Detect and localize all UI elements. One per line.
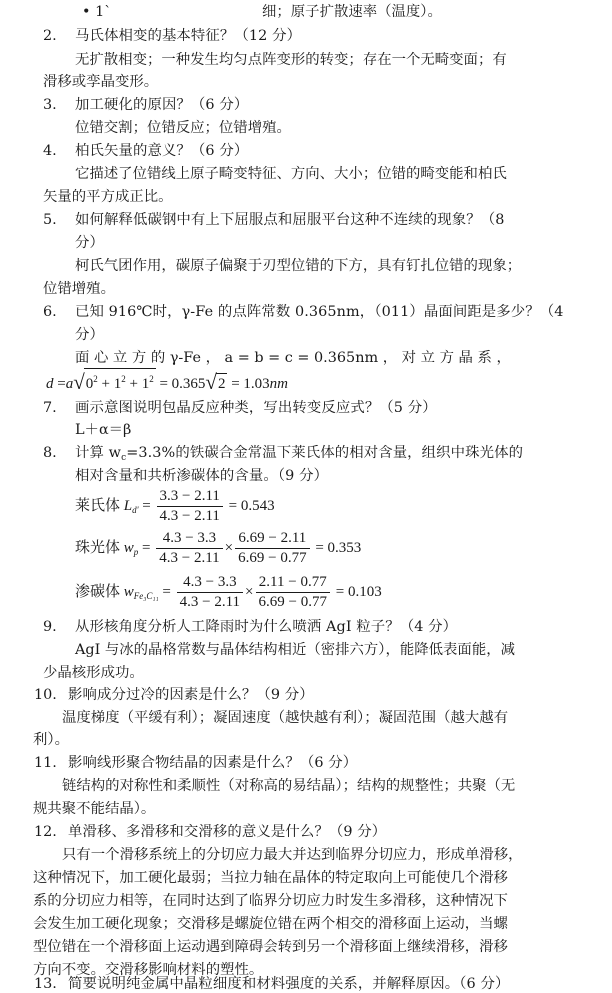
frac-num: 4.3 − 3.3 (177, 574, 243, 593)
top-line-text: 细；原子扩散速率（温度）。 (262, 4, 442, 20)
exp-3: 2 (149, 374, 154, 384)
q7-answer: L＋α＝β (75, 422, 132, 438)
q9-answer-line-2: 少晶核形成功。 (43, 665, 144, 681)
q10-question: 影响成分过冷的因素是什么？（9 分） (68, 687, 314, 703)
q6-formula-root2: 2 (216, 373, 228, 392)
frac-den: 4.3 − 2.11 (159, 508, 220, 524)
q10-number: 10. (34, 687, 57, 703)
pearlite-fraction-2 (235, 530, 309, 567)
sqrt-icon: √ (73, 370, 85, 394)
q6-formula-eq: = (57, 376, 66, 392)
q5-question-line-2: 分） (75, 235, 104, 251)
ledeburite-sub: d' (132, 504, 139, 515)
bullet-marker: • 1` (82, 4, 112, 20)
q9-number: 9. (43, 619, 57, 635)
q11-number: 11. (34, 755, 57, 771)
q3-answer: 位错交割；位错反应；位错增殖。 (75, 120, 291, 136)
q10-answer-line-2: 利）。 (33, 732, 69, 748)
q11-answer-line-2: 规共聚不能结晶）。 (33, 801, 156, 817)
q10-answer-line-1: 温度梯度（平缓有利）；凝固速度（越快越有利）；凝固范围（越大越有 (62, 710, 509, 726)
frac-den: 4.3 − 2.11 (159, 550, 220, 566)
q5-question-line-1: 如何解释低碳钢中有上下屈服点和屈服平台这种不连续的现象？（8 (75, 212, 505, 228)
frac-num: 4.3 − 3.3 (156, 530, 222, 549)
q6-formula-rhs: = 1.03 (231, 376, 270, 392)
q12-answer-line-6: 方向不变。交滑移影响材料的塑性。 (33, 962, 264, 978)
ledeburite-result: = 0.543 (228, 497, 275, 514)
q5-number: 5. (43, 212, 57, 228)
q12-answer-line-1: 只有一个滑移系统上的分切应力最大并达到临界分切应力，形成单滑移， (62, 847, 523, 863)
q4-answer-line-1: 它描述了位错线上原子畸变特征、方向、大小；位错的畸变能和柏氏 (75, 166, 507, 182)
radicand-one-a: 1 (113, 376, 122, 392)
q2-number: 2. (43, 28, 57, 44)
q4-question: 柏氏矢量的意义？（6 分） (75, 143, 249, 159)
frac-num: 3.3 − 2.11 (157, 488, 223, 507)
ledeburite-formula: 莱氏体 $L_{d'}$ = $\frac{3.3 - 2.11}{4.3 - 2.11}$ = 0.543 (75, 488, 275, 524)
q4-number: 4. (43, 143, 57, 159)
q8-w: 计算 w (75, 445, 122, 461)
q6-formula-unit: nm (269, 376, 288, 392)
cementite-sub: Fe₃C₁₁ (133, 590, 159, 601)
pearlite-symbol: w (123, 539, 134, 556)
q6-formula-lhs: d (46, 376, 54, 392)
pearlite-fraction-1 (156, 530, 222, 567)
cementite-formula: 渗碳体 $w_{Fe_3C_{11}}$ = $\frac{4.3 - 3.3}{4.3 - 2.11}$ × $\frac{2.11 - 0.77}{6.69 - 0.77}$ = 0.103 (75, 574, 382, 610)
q5-answer-line-2: 位错增殖。 (43, 281, 115, 297)
q5-answer-line-1: 柯氏气团作用，碳原子偏聚于刃型位错的下方，具有钉扎位错的现象； (75, 258, 522, 274)
q6-formula-a: a (65, 376, 74, 392)
plus-1: + (101, 376, 110, 392)
frac-num: 6.69 − 2.11 (235, 530, 309, 549)
frac-den: 6.69 − 0.77 (238, 550, 307, 566)
q7-number: 7. (43, 400, 57, 416)
q12-answer-line-3: 系的分切应力相等，在同时达到了临界分切应力时发生多滑移，这种情况下 (33, 893, 508, 909)
q13-question: 简要说明纯金属中晶粒细度和材料强度的关系，并解释原因。（6 分） (68, 976, 510, 992)
pearlite-sub: p (133, 546, 139, 557)
sqrt-icon-2: √ (205, 370, 217, 394)
q6-formula (46, 368, 288, 393)
pearlite-result: = 0.353 (315, 539, 362, 556)
exp-2: 2 (121, 374, 126, 384)
q2-question: 马氏体相变的基本特征？（12 分） (75, 28, 302, 44)
q12-answer-line-5: 型位错在一个滑移面上运动遇到障碍会转到另一个滑移面上继续滑移，滑移 (33, 939, 508, 955)
q13-number: 13. (34, 976, 57, 992)
cementite-label: 渗碳体 (75, 583, 121, 600)
q7-question: 画示意图说明包晶反应种类，写出转变反应式？（5 分） (75, 400, 437, 416)
ledeburite-fraction (157, 488, 223, 525)
ledeburite-label: 莱氏体 (75, 497, 121, 514)
q6-number: 6. (43, 304, 57, 320)
exp-1: 2 (93, 374, 98, 384)
cementite-symbol: w (123, 583, 134, 600)
cementite-fraction-2 (256, 574, 330, 611)
times-sign: × (224, 539, 234, 556)
q12-answer-line-4: 会发生加工硬化现象；交滑移是螺旋位错在两个相交的滑移面上运动，当螺 (33, 916, 508, 932)
q9-question: 从形核角度分析人工降雨时为什么喷洒 AgI 粒子？（4 分） (75, 619, 458, 635)
q6-question-line-2: 分） (75, 327, 104, 343)
q2-answer-line-1: 无扩散相变；一种发生均匀点阵变形的转变；存在一个无畸变面；有 (75, 52, 507, 68)
q3-number: 3. (43, 97, 57, 113)
q6-formula-radicand (84, 368, 156, 392)
pearlite-formula: 珠光体 $w_p$ = $\frac{4.3 - 3.3}{4.3 - 2.11}$ × $\frac{6.69 - 2.11}{6.69 - 0.77}$ = 0.353 (75, 530, 362, 566)
q12-question: 单滑移、多滑移和交滑移的意义是什么？（9 分） (68, 824, 387, 840)
q8-number: 8. (43, 445, 57, 461)
plus-2: + (129, 376, 138, 392)
q6-question-line-1: 已知 916℃时，γ-Fe 的点阵常数 0.365nm，（011）晶面间距是多少？（4 (75, 304, 564, 320)
q8-question-rest: =3.3%的铁碳合金常温下莱氏体的相对含量，组织中珠光体的 (126, 445, 524, 461)
q3-question: 加工硬化的原因？（6 分） (75, 97, 249, 113)
q6-answer: 面 心 立 方 的 γ-Fe ， a = b = c = 0.365nm ， 对 立 方 晶 系 ， (75, 350, 511, 366)
q6-formula-mid: = 0.365 (159, 376, 206, 392)
radicand-zero: 0 (85, 376, 94, 392)
cementite-fraction-1 (177, 574, 243, 611)
frac-den: 6.69 − 0.77 (258, 594, 327, 610)
cementite-result: = 0.103 (335, 583, 382, 600)
frac-num: 2.11 − 0.77 (256, 574, 330, 593)
q11-answer-line-1: 链结构的对称性和柔顺性（对称高的易结晶）；结构的规整性；共聚（无 (62, 778, 516, 794)
pearlite-label: 珠光体 (75, 539, 121, 556)
q12-number: 12. (34, 824, 57, 840)
radicand-one-b: 1 (141, 376, 150, 392)
q8-question-line-2: 相对含量和共析渗碳体的含量。（9 分） (75, 468, 329, 484)
q4-answer-line-2: 矢量的平方成正比。 (43, 189, 173, 205)
q9-answer-line-1: AgI 与冰的晶格常数与晶体结构相近（密排六方），能降低表面能，减 (75, 642, 515, 658)
q11-question: 影响线形聚合物结晶的因素是什么？（6 分） (68, 755, 358, 771)
q8-question-line-1 (75, 444, 523, 467)
ledeburite-symbol: L (123, 497, 133, 514)
q2-answer-line-2: 滑移或孪晶变形。 (43, 74, 159, 90)
q12-answer-line-2: 这种情况下，加工硬化最弱；当拉力轴在晶体的特定取向上可能使几个滑移 (33, 870, 508, 886)
q8-sub-c: c (121, 453, 127, 463)
frac-den: 4.3 − 2.11 (179, 594, 241, 610)
times-sign: × (245, 583, 254, 600)
